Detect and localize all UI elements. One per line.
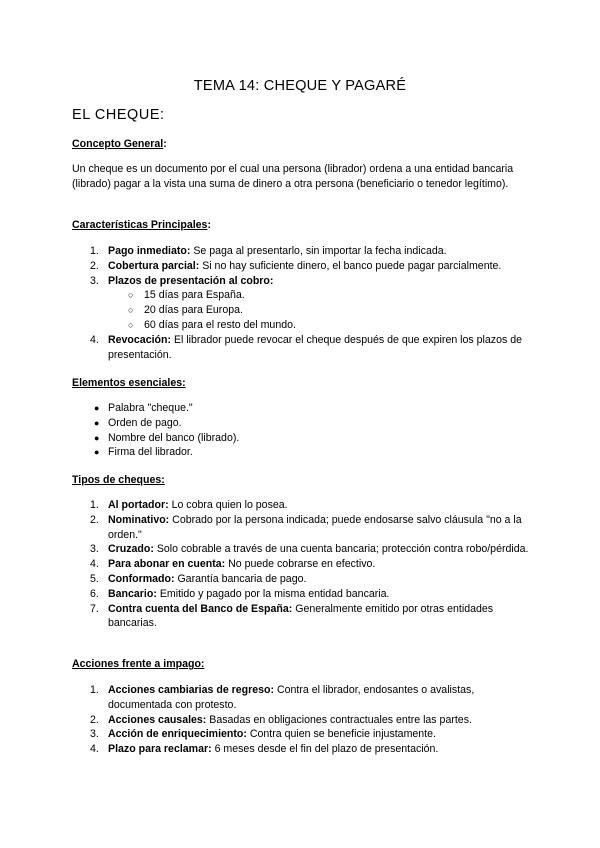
sublist-item: ○ 60 días para el resto del mundo. xyxy=(128,318,296,331)
sublist-item: ○ 15 días para España. xyxy=(128,289,245,302)
list-item: ● Palabra "cheque." xyxy=(94,402,193,414)
list-item: 2. Nominativo: Cobrado por la persona indicada; puede endosarse salvo cláusula "no a la orden." xyxy=(90,513,522,541)
plazos-sublist xyxy=(108,288,532,332)
list-item: 4. Para abonar en cuenta: No puede cobrarse en efectivo. xyxy=(90,558,376,571)
tipos-heading: Tipos de cheques: xyxy=(72,474,165,486)
caracteristicas-list xyxy=(72,244,532,362)
caracteristicas-heading: Características Principales: xyxy=(72,219,211,231)
section-heading: EL CHEQUE: xyxy=(72,107,165,123)
list-item: ● Orden de pago. xyxy=(94,416,182,429)
list-item: ● Nombre del banco (librado). xyxy=(94,431,240,444)
list-item: 5. Conformado: Garantía bancaria de pago. xyxy=(90,572,307,585)
list-item: 1. Pago inmediato: Se paga al presentarlo, sin importar la fecha indicada. xyxy=(90,245,447,257)
list-item: 2. Acciones causales: Basadas en obligaciones contractuales entre las partes. xyxy=(90,713,472,726)
document-title: TEMA 14: CHEQUE Y PAGARÉ xyxy=(193,78,407,94)
list-item: 3. Plazos de presentación al cobro: ○ 15 días para España. ○ 20 días para Europa. ○ 60 días para el resto del mundo. xyxy=(72,274,532,333)
acciones-heading: Acciones frente a impago: xyxy=(72,658,205,670)
concepto-paragraph: Un cheque es un documento por el cual una persona (librador) ordena a una entidad bancaria (librado) pagar a la vista una suma de dinero a otra persona (beneficiario o tenedor legítimo). xyxy=(72,163,514,191)
acciones-list xyxy=(72,683,532,757)
tipos-list xyxy=(72,498,532,631)
elementos-list xyxy=(72,401,532,460)
list-item: 3. Acción de enriquecimiento: Contra quien se beneficie injustamente. xyxy=(90,728,436,741)
list-item: 4. Revocación: El librador puede revocar el cheque después de que expiren los plazos de presentación. xyxy=(90,333,523,361)
sublist-item: ○ 20 días para Europa. xyxy=(128,304,243,317)
list-item: ● Firma del librador. xyxy=(94,446,193,459)
list-item: 4. Plazo para reclamar: 6 meses desde el fin del plazo de presentación. xyxy=(90,743,439,756)
list-item: 1. Acciones cambiarias de regreso: Contra el librador, endosantes o avalistas, documentada con protesto. xyxy=(90,684,475,711)
elementos-heading: Elementos esenciales: xyxy=(72,377,186,389)
list-item: 6. Bancario: Emitido y pagado por la misma entidad bancaria. xyxy=(90,587,390,600)
list-item: 7. Contra cuenta del Banco de España: Generalmente emitido por otras entidades bancarias. xyxy=(90,602,494,630)
concepto-heading: Concepto General: xyxy=(72,138,167,150)
list-item: 3. Cruzado: Solo cobrable a través de una cuenta bancaria; protección contra robo/pérdida. xyxy=(90,543,529,556)
list-item: 1. Al portador: Lo cobra quien lo posea. xyxy=(90,499,288,511)
list-item: 2. Cobertura parcial: Si no hay suficiente dinero, el banco puede pagar parcialmente. xyxy=(90,259,502,272)
